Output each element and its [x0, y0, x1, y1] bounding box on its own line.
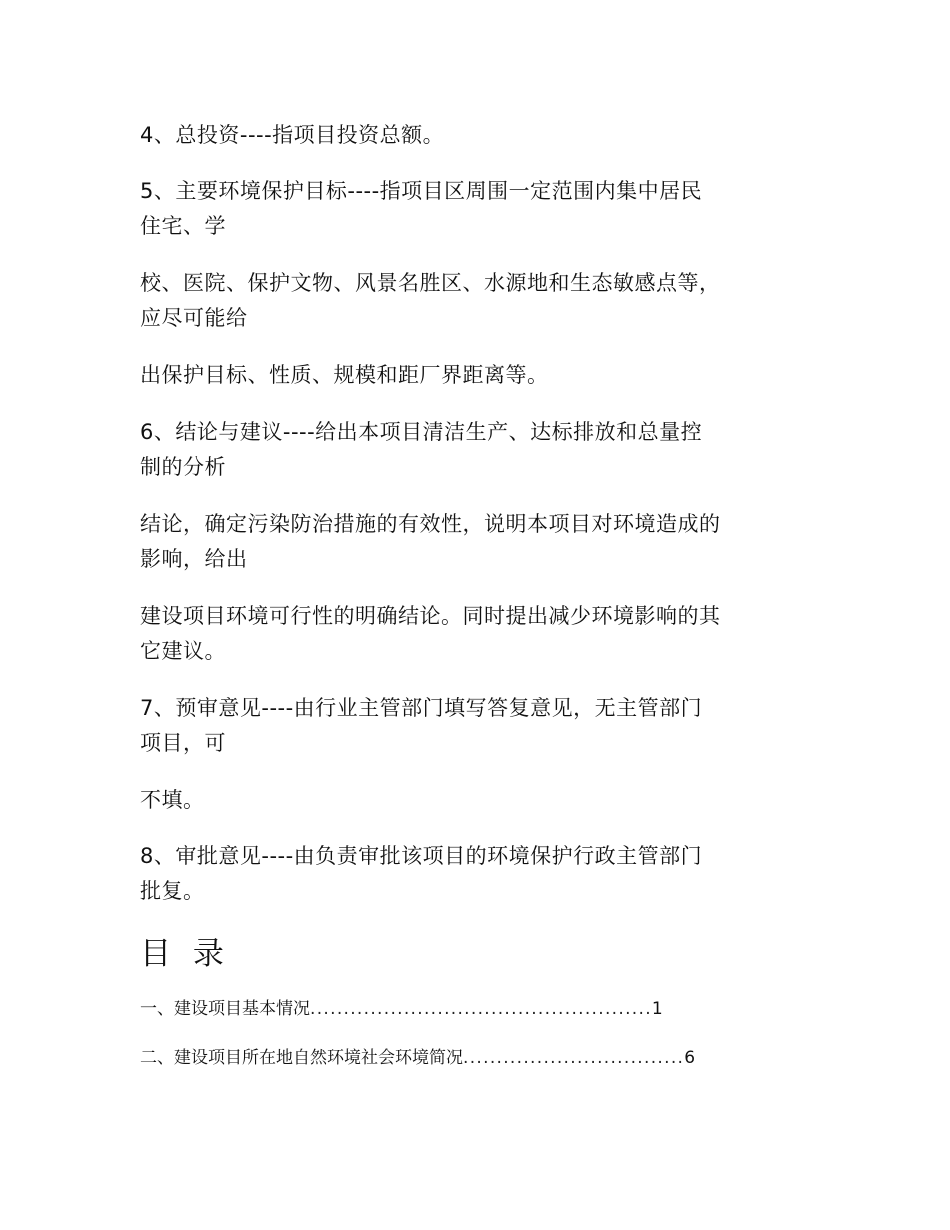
paragraph-protection-targets — [140, 174, 810, 244]
paragraph-conclusions-cont — [140, 507, 810, 577]
toc-title: 目 录 — [140, 936, 230, 972]
paragraph-line: 结论，确定污染防治措施的有效性，说明本项目对环境造成的 — [140, 512, 721, 536]
paragraph-line: 它建议。 — [140, 639, 226, 663]
toc-entry-environment-overview[interactable] — [140, 1046, 695, 1070]
paragraph-preliminary-review-end — [140, 783, 810, 818]
paragraph-line: 4、总投资----指项目投资总额。 — [140, 123, 445, 147]
paragraph-line: 影响，给出 — [140, 547, 248, 571]
paragraph-line: 校、医院、保护文物、风景名胜区、水源地和生态敏感点等， — [140, 271, 721, 295]
toc-entry-basic-info[interactable] — [140, 997, 663, 1021]
paragraph-approval — [140, 839, 810, 909]
toc-entry-label: 二、建设项目所在地自然环境社会环境简况 — [140, 1048, 463, 1068]
paragraph-preliminary-review — [140, 691, 810, 761]
paragraph-protection-targets-cont — [140, 266, 810, 336]
paragraph-line: 住宅、学 — [140, 214, 226, 238]
paragraph-line: 7、预审意见----由行业主管部门填写答复意见，无主管部门 — [140, 696, 703, 720]
paragraph-total-investment — [140, 118, 810, 153]
paragraph-line: 批复。 — [140, 879, 205, 903]
paragraph-line: 6、结论与建议----给出本项目清洁生产、达标排放和总量控 — [140, 420, 703, 444]
paragraph-line: 建设项目环境可行性的明确结论。同时提出减少环境影响的其 — [140, 604, 721, 628]
paragraph-protection-targets-end — [140, 358, 810, 393]
paragraph-conclusions — [140, 415, 810, 485]
paragraph-line: 出保护目标、性质、规模和距厂界距离等。 — [140, 363, 549, 387]
paragraph-line: 项目，可 — [140, 731, 226, 755]
paragraph-line: 5、主要环境保护目标----指项目区周围一定范围内集中居民 — [140, 179, 703, 203]
toc-entry-leader: ................................. — [463, 1048, 685, 1068]
toc-entry-leader: ................................................... — [310, 999, 652, 1019]
paragraph-line: 不填。 — [140, 788, 205, 812]
toc-entry-page: 6 — [684, 1048, 696, 1068]
toc-entry-page: 1 — [651, 999, 663, 1019]
paragraph-conclusions-end — [140, 599, 810, 669]
paragraph-line: 8、审批意见----由负责审批该项目的环境保护行政主管部门 — [140, 844, 703, 868]
paragraph-line: 应尽可能给 — [140, 306, 248, 330]
toc-entry-label: 一、建设项目基本情况 — [140, 999, 310, 1019]
paragraph-line: 制的分析 — [140, 455, 226, 479]
